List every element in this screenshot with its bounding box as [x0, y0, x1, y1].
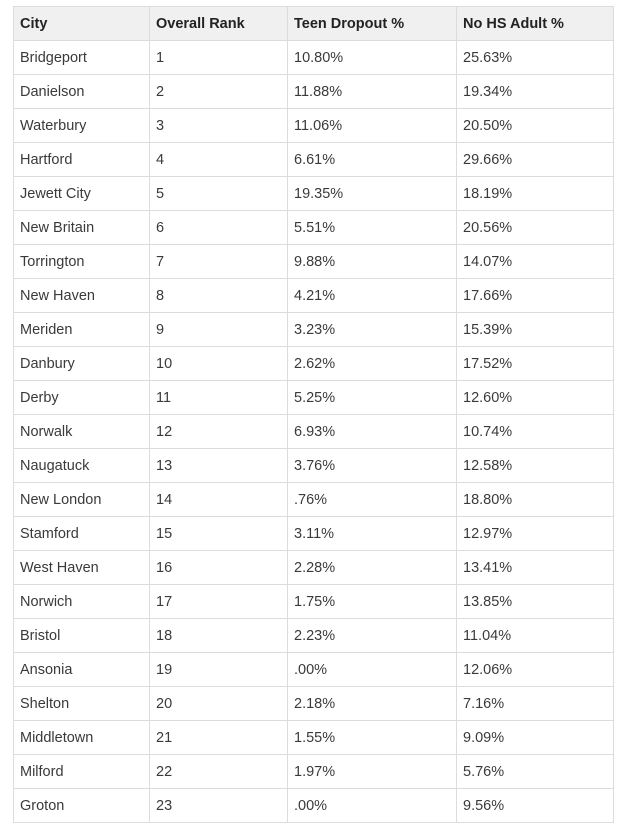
cell-city: Stamford — [14, 517, 150, 551]
cell-no-hs-adult: 17.52% — [457, 347, 614, 381]
cell-city: Groton — [14, 789, 150, 823]
cell-city: Danbury — [14, 347, 150, 381]
table-row — [14, 789, 614, 823]
cell-overall-rank: 17 — [150, 585, 288, 619]
cell-overall-rank: 9 — [150, 313, 288, 347]
cell-city: Naugatuck — [14, 449, 150, 483]
cell-no-hs-adult: 18.19% — [457, 177, 614, 211]
cell-teen-dropout: 2.23% — [288, 619, 457, 653]
header-city: City — [14, 7, 150, 41]
table-row — [14, 245, 614, 279]
cell-overall-rank: 11 — [150, 381, 288, 415]
table-row — [14, 653, 614, 687]
cell-teen-dropout: 10.80% — [288, 41, 457, 75]
cell-no-hs-adult: 12.60% — [457, 381, 614, 415]
cell-no-hs-adult: 9.09% — [457, 721, 614, 755]
cell-overall-rank: 18 — [150, 619, 288, 653]
cell-overall-rank: 4 — [150, 143, 288, 177]
cell-overall-rank: 7 — [150, 245, 288, 279]
table-row — [14, 313, 614, 347]
cell-teen-dropout: .00% — [288, 789, 457, 823]
cell-city: New Haven — [14, 279, 150, 313]
cell-teen-dropout: .76% — [288, 483, 457, 517]
table-row — [14, 449, 614, 483]
cell-city: Torrington — [14, 245, 150, 279]
cell-no-hs-adult: 17.66% — [457, 279, 614, 313]
cell-teen-dropout: 3.11% — [288, 517, 457, 551]
cell-teen-dropout: 11.88% — [288, 75, 457, 109]
table-row — [14, 347, 614, 381]
cell-city: Bridgeport — [14, 41, 150, 75]
cell-overall-rank: 15 — [150, 517, 288, 551]
header-teen-dropout: Teen Dropout % — [288, 7, 457, 41]
cell-no-hs-adult: 25.63% — [457, 41, 614, 75]
table-row — [14, 517, 614, 551]
cell-overall-rank: 3 — [150, 109, 288, 143]
table-header — [14, 7, 614, 41]
cell-no-hs-adult: 15.39% — [457, 313, 614, 347]
cell-teen-dropout: 5.51% — [288, 211, 457, 245]
cell-no-hs-adult: 13.85% — [457, 585, 614, 619]
header-overall-rank: Overall Rank — [150, 7, 288, 41]
cell-overall-rank: 2 — [150, 75, 288, 109]
cell-overall-rank: 16 — [150, 551, 288, 585]
table-row — [14, 143, 614, 177]
table-body — [14, 41, 614, 823]
cell-city: Jewett City — [14, 177, 150, 211]
cell-teen-dropout: 5.25% — [288, 381, 457, 415]
cell-teen-dropout: 3.23% — [288, 313, 457, 347]
cell-overall-rank: 8 — [150, 279, 288, 313]
cell-no-hs-adult: 29.66% — [457, 143, 614, 177]
cell-city: Meriden — [14, 313, 150, 347]
cell-overall-rank: 14 — [150, 483, 288, 517]
cell-city: Middletown — [14, 721, 150, 755]
table-row — [14, 41, 614, 75]
cell-city: Bristol — [14, 619, 150, 653]
cell-teen-dropout: 6.61% — [288, 143, 457, 177]
table-row — [14, 755, 614, 789]
cell-teen-dropout: 1.55% — [288, 721, 457, 755]
cell-teen-dropout: 3.76% — [288, 449, 457, 483]
cell-city: West Haven — [14, 551, 150, 585]
cell-teen-dropout: 9.88% — [288, 245, 457, 279]
city-ranking-table-container — [13, 6, 613, 823]
city-ranking-table — [13, 6, 614, 823]
cell-overall-rank: 6 — [150, 211, 288, 245]
cell-city: Milford — [14, 755, 150, 789]
cell-teen-dropout: 1.97% — [288, 755, 457, 789]
cell-overall-rank: 12 — [150, 415, 288, 449]
cell-overall-rank: 20 — [150, 687, 288, 721]
cell-overall-rank: 21 — [150, 721, 288, 755]
header-no-hs-adult: No HS Adult % — [457, 7, 614, 41]
cell-city: Norwalk — [14, 415, 150, 449]
cell-teen-dropout: 2.18% — [288, 687, 457, 721]
cell-city: Shelton — [14, 687, 150, 721]
table-row — [14, 687, 614, 721]
table-row — [14, 75, 614, 109]
cell-city: Hartford — [14, 143, 150, 177]
table-row — [14, 619, 614, 653]
cell-no-hs-adult: 12.58% — [457, 449, 614, 483]
cell-teen-dropout: 2.62% — [288, 347, 457, 381]
cell-overall-rank: 10 — [150, 347, 288, 381]
cell-city: New Britain — [14, 211, 150, 245]
cell-teen-dropout: 6.93% — [288, 415, 457, 449]
cell-no-hs-adult: 7.16% — [457, 687, 614, 721]
cell-no-hs-adult: 20.50% — [457, 109, 614, 143]
table-row — [14, 483, 614, 517]
table-row — [14, 415, 614, 449]
cell-no-hs-adult: 13.41% — [457, 551, 614, 585]
cell-no-hs-adult: 12.06% — [457, 653, 614, 687]
cell-teen-dropout: 19.35% — [288, 177, 457, 211]
table-row — [14, 721, 614, 755]
table-row — [14, 211, 614, 245]
cell-no-hs-adult: 10.74% — [457, 415, 614, 449]
cell-city: Derby — [14, 381, 150, 415]
cell-city: Ansonia — [14, 653, 150, 687]
cell-city: Norwich — [14, 585, 150, 619]
cell-teen-dropout: 1.75% — [288, 585, 457, 619]
cell-no-hs-adult: 11.04% — [457, 619, 614, 653]
table-row — [14, 551, 614, 585]
cell-city: Waterbury — [14, 109, 150, 143]
table-row — [14, 381, 614, 415]
table-row — [14, 109, 614, 143]
cell-overall-rank: 23 — [150, 789, 288, 823]
cell-overall-rank: 13 — [150, 449, 288, 483]
cell-teen-dropout: 4.21% — [288, 279, 457, 313]
cell-teen-dropout: .00% — [288, 653, 457, 687]
table-row — [14, 585, 614, 619]
cell-no-hs-adult: 5.76% — [457, 755, 614, 789]
cell-no-hs-adult: 9.56% — [457, 789, 614, 823]
header-row — [14, 7, 614, 41]
cell-no-hs-adult: 20.56% — [457, 211, 614, 245]
cell-overall-rank: 1 — [150, 41, 288, 75]
cell-teen-dropout: 2.28% — [288, 551, 457, 585]
cell-no-hs-adult: 14.07% — [457, 245, 614, 279]
cell-overall-rank: 22 — [150, 755, 288, 789]
table-row — [14, 177, 614, 211]
cell-city: New London — [14, 483, 150, 517]
cell-no-hs-adult: 19.34% — [457, 75, 614, 109]
cell-overall-rank: 5 — [150, 177, 288, 211]
cell-no-hs-adult: 18.80% — [457, 483, 614, 517]
cell-teen-dropout: 11.06% — [288, 109, 457, 143]
cell-overall-rank: 19 — [150, 653, 288, 687]
table-row — [14, 279, 614, 313]
cell-no-hs-adult: 12.97% — [457, 517, 614, 551]
cell-city: Danielson — [14, 75, 150, 109]
